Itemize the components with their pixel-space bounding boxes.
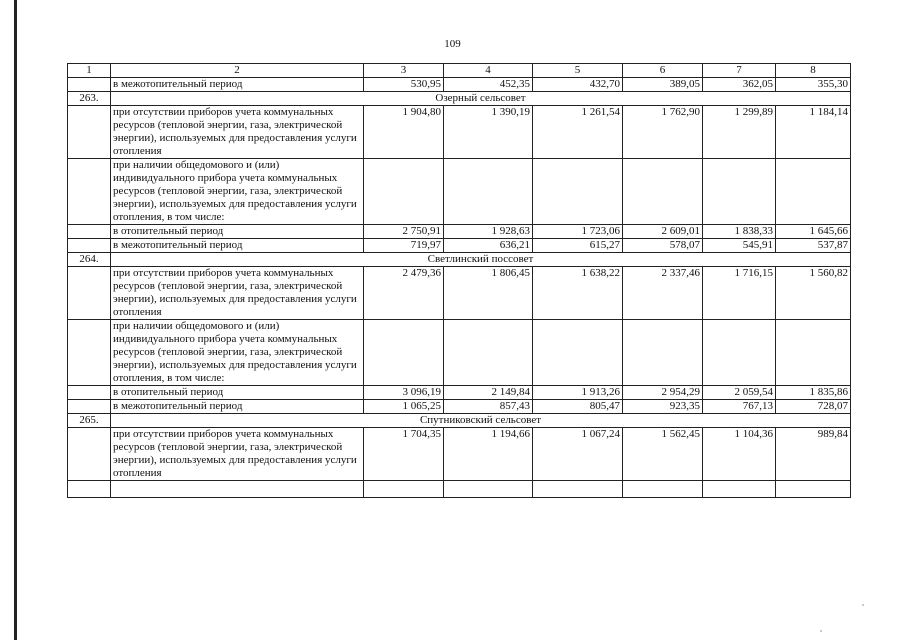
- value-cell: 989,84: [776, 428, 851, 481]
- value-cell: 1 638,22: [533, 267, 623, 320]
- section-number: 264.: [68, 253, 111, 267]
- section-header-row: [68, 92, 851, 106]
- value-cell: 1 762,90: [623, 106, 703, 159]
- table-row: [68, 225, 851, 239]
- row-label: в межотопительный период: [111, 78, 364, 92]
- value-cell: 2 337,46: [623, 267, 703, 320]
- table-row: [68, 267, 851, 320]
- value-cell: 767,13: [703, 400, 776, 414]
- row-label: при отсутствии приборов учета коммунальных ресурсов (тепловой энергии, газа, электрической энергии), используемых для предоставления услуги отопления: [111, 267, 364, 320]
- value-cell: [444, 159, 533, 225]
- value-cell: [623, 320, 703, 386]
- value-cell: [703, 159, 776, 225]
- table-row: [68, 78, 851, 92]
- value-cell: 1 928,63: [444, 225, 533, 239]
- column-number: 5: [533, 64, 623, 78]
- table-row: [68, 428, 851, 481]
- row-label: при наличии общедомового и (или) индивидуального прибора учета коммунальных ресурсов (тепловой энергии, газа, электрической энергии), используемых для предоставления услуги отопления, в том числе:: [111, 159, 364, 225]
- value-cell: 530,95: [364, 78, 444, 92]
- value-cell: 1 194,66: [444, 428, 533, 481]
- column-number: 4: [444, 64, 533, 78]
- table-row: [68, 386, 851, 400]
- value-cell: 857,43: [444, 400, 533, 414]
- value-cell: 615,27: [533, 239, 623, 253]
- value-cell: 805,47: [533, 400, 623, 414]
- value-cell: [776, 320, 851, 386]
- value-cell: 719,97: [364, 239, 444, 253]
- row-label: в отопительный период: [111, 386, 364, 400]
- value-cell: 1 835,86: [776, 386, 851, 400]
- value-cell: [776, 159, 851, 225]
- column-number: 1: [68, 64, 111, 78]
- value-cell: 1 104,36: [703, 428, 776, 481]
- value-cell: 545,91: [703, 239, 776, 253]
- value-cell: 2 954,29: [623, 386, 703, 400]
- scan-speck: [862, 604, 864, 606]
- value-cell: [533, 320, 623, 386]
- row-label: в межотопительный период: [111, 400, 364, 414]
- value-cell: 3 096,19: [364, 386, 444, 400]
- value-cell: 389,05: [623, 78, 703, 92]
- table-row: [68, 481, 851, 498]
- value-cell: 432,70: [533, 78, 623, 92]
- row-label: в межотопительный период: [111, 239, 364, 253]
- row-label: при наличии общедомового и (или) индивидуального прибора учета коммунальных ресурсов (тепловой энергии, газа, электрической энергии), используемых для предоставления услуги отопления, в том числе:: [111, 320, 364, 386]
- column-number: 8: [776, 64, 851, 78]
- value-cell: 1 913,26: [533, 386, 623, 400]
- column-number-header-row: [68, 64, 851, 78]
- table-row: [68, 159, 851, 225]
- page-number: 109: [444, 38, 461, 50]
- column-number: 6: [623, 64, 703, 78]
- value-cell: 355,30: [776, 78, 851, 92]
- scan-edge-line: [14, 0, 17, 640]
- value-cell: 1 560,82: [776, 267, 851, 320]
- row-label: в отопительный период: [111, 225, 364, 239]
- value-cell: 1 723,06: [533, 225, 623, 239]
- column-number: 2: [111, 64, 364, 78]
- value-cell: 1 299,89: [703, 106, 776, 159]
- value-cell: [364, 159, 444, 225]
- column-number: 3: [364, 64, 444, 78]
- value-cell: 636,21: [444, 239, 533, 253]
- section-header-row: [68, 414, 851, 428]
- scan-speck: [820, 630, 822, 632]
- value-cell: [444, 320, 533, 386]
- value-cell: [623, 159, 703, 225]
- value-cell: 1 562,45: [623, 428, 703, 481]
- section-number: 265.: [68, 414, 111, 428]
- value-cell: 2 609,01: [623, 225, 703, 239]
- row-label: при отсутствии приборов учета коммунальных ресурсов (тепловой энергии, газа, электрической энергии), используемых для предоставления услуги отопления: [111, 428, 364, 481]
- value-cell: [533, 159, 623, 225]
- value-cell: 1 806,45: [444, 267, 533, 320]
- value-cell: 2 479,36: [364, 267, 444, 320]
- value-cell: 923,35: [623, 400, 703, 414]
- section-title: Озерный сельсовет: [111, 92, 851, 106]
- value-cell: 728,07: [776, 400, 851, 414]
- value-cell: 1 390,19: [444, 106, 533, 159]
- section-header-row: [68, 253, 851, 267]
- table-row: [68, 239, 851, 253]
- value-cell: 1 065,25: [364, 400, 444, 414]
- value-cell: 1 904,80: [364, 106, 444, 159]
- row-label: при отсутствии приборов учета коммунальных ресурсов (тепловой энергии, газа, электрической энергии), используемых для предоставления услуги отопления: [111, 106, 364, 159]
- value-cell: 1 704,35: [364, 428, 444, 481]
- value-cell: 2 750,91: [364, 225, 444, 239]
- value-cell: 452,35: [444, 78, 533, 92]
- value-cell: 1 716,15: [703, 267, 776, 320]
- value-cell: 578,07: [623, 239, 703, 253]
- value-cell: [703, 320, 776, 386]
- column-number: 7: [703, 64, 776, 78]
- table-row: [68, 400, 851, 414]
- value-cell: 362,05: [703, 78, 776, 92]
- value-cell: 1 184,14: [776, 106, 851, 159]
- value-cell: 1 261,54: [533, 106, 623, 159]
- tariff-table: [67, 63, 851, 498]
- value-cell: 2 059,54: [703, 386, 776, 400]
- value-cell: 1 838,33: [703, 225, 776, 239]
- table-row: [68, 106, 851, 159]
- value-cell: 1 645,66: [776, 225, 851, 239]
- section-number: 263.: [68, 92, 111, 106]
- value-cell: 537,87: [776, 239, 851, 253]
- table-row: [68, 320, 851, 386]
- value-cell: 1 067,24: [533, 428, 623, 481]
- section-title: Спутниковский сельсовет: [111, 414, 851, 428]
- value-cell: 2 149,84: [444, 386, 533, 400]
- section-title: Светлинский поссовет: [111, 253, 851, 267]
- value-cell: [364, 320, 444, 386]
